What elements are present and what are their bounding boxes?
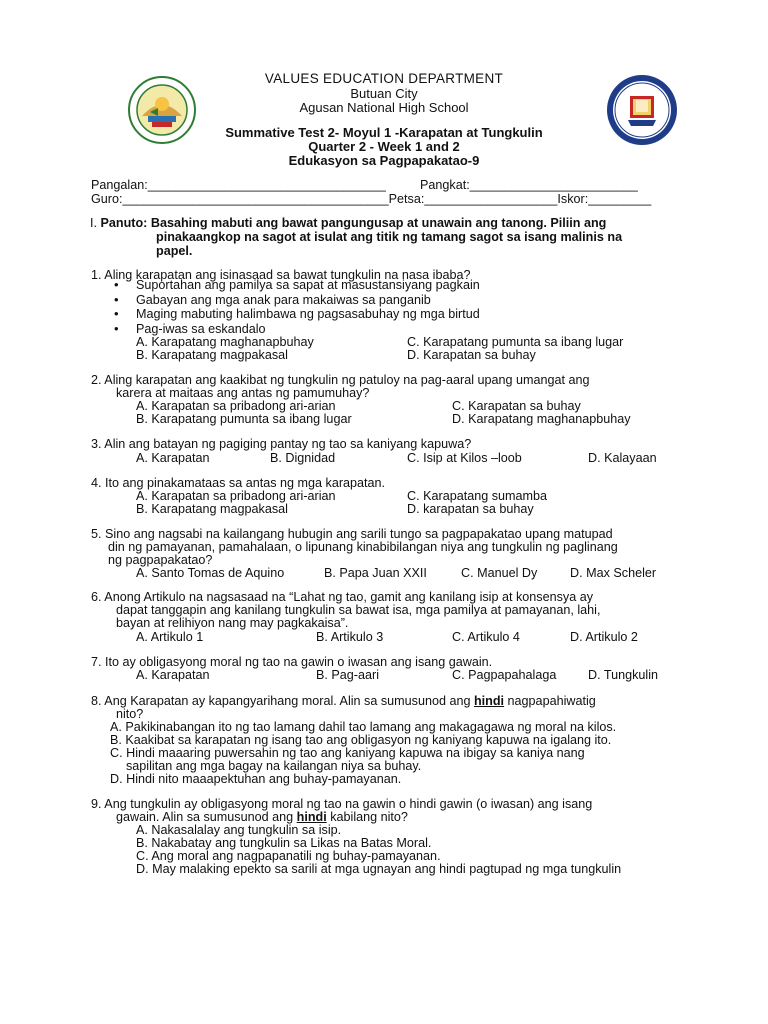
- q6-choice-b: B. Artikulo 3: [316, 630, 384, 644]
- question-6-stem-cont: dapat tanggapin ang kanilang tungkulin sa bawat isa, mga pamilya at pamayanan, lahi,: [116, 603, 601, 617]
- q6-choice-c: C. Artikulo 4: [452, 630, 520, 644]
- q6-choice-d: D. Artikulo 2: [570, 630, 638, 644]
- q4-choice-b: B. Karapatang magpakasal: [136, 502, 288, 516]
- q1-choice-a: A. Karapatang maghanapbuhay: [136, 335, 314, 349]
- question-8-stem: [91, 694, 596, 708]
- q8-stem-post: nagpapahiwatig: [504, 694, 596, 708]
- q8-choice-c-cont: sapilitan ang mga bagay na kailangan niya sa buhay.: [126, 759, 422, 773]
- school-name: Agusan National High School: [299, 100, 469, 115]
- question-5-stem-cont2: ng pagpapakatao?: [108, 553, 213, 567]
- q8-stem-pre: 8. Ang Karapatan ay kapangyarihang moral. Alin sa sumusunod ang: [91, 694, 474, 708]
- department-name: VALUES EDUCATION DEPARTMENT: [264, 71, 504, 86]
- q2-choice-a: A. Karapatan sa pribadong ari-arian: [136, 399, 336, 413]
- q8-choice-b: B. Kaakibat sa karapatan ng isang tao ang obligasyon ng kaniyang kapuwa na igalang ito.: [110, 733, 612, 747]
- q9-choice-b: B. Nakabatay ang tungkulin sa Likas na Batas Moral.: [136, 836, 432, 850]
- q2-choice-c: C. Karapatan sa buhay: [452, 399, 581, 413]
- instructions: [90, 216, 606, 230]
- list-item: • Pag-iwas sa eskandalo: [136, 322, 480, 337]
- q9-stem-post: kabilang nito?: [326, 810, 408, 824]
- instructions-label: Panuto:: [100, 216, 148, 230]
- instructions-line2: pinakaangkop na sagot at isulat ang titik ng tamang sagot sa isang malinis na: [156, 230, 623, 244]
- subject-label: Edukasyon sa Pagpapakatao-9: [288, 153, 480, 168]
- question-5-stem: 5. Sino ang nagsabi na kailangang hubugin ang sarili tungo sa pagpapakatao upang matupad: [91, 527, 613, 541]
- q1-choice-b: B. Karapatang magpakasal: [136, 348, 288, 362]
- q3-choice-a: A. Karapatan: [136, 451, 210, 465]
- question-3-stem: 3. Alin ang batayan ng pagiging pantay ng tao sa kaniyang kapuwa?: [91, 437, 472, 451]
- test-title: Summative Test 2- Moyul 1 -Karapatan at Tungkulin: [225, 125, 543, 140]
- q1-choice-d: D. Karapatan sa buhay: [407, 348, 536, 362]
- question-5-stem-cont: din ng pamayanan, pamahalaan, o lipunang kinabibilangan niya ang tungkulin ng paglinang: [108, 540, 618, 554]
- q5-choice-b: B. Papa Juan XXII: [324, 566, 427, 580]
- section-field[interactable]: Pangkat:________________________: [420, 178, 638, 192]
- question-8-stem-cont: nito?: [116, 707, 144, 721]
- q7-choice-c: C. Pagpapahalaga: [452, 668, 557, 682]
- question-9-stem-cont: [116, 810, 408, 824]
- q9-stem-pre: gawain. Alin sa sumusunod ang: [116, 810, 297, 824]
- q1-choice-c: C. Karapatang pumunta sa ibang lugar: [407, 335, 624, 349]
- q4-choice-a: A. Karapatan sa pribadong ari-arian: [136, 489, 336, 503]
- q2-choice-b: B. Karapatang pumunta sa ibang lugar: [136, 412, 352, 426]
- question-6-stem: 6. Anong Artikulo na nagsasaad na “Lahat ng tao, gamit ang kanilang isip at konsensya ay: [91, 590, 593, 604]
- q9-choice-d: D. May malaking epekto sa sarili at mga ugnayan ang hindi pagtupad ng mga tungkulin: [136, 862, 622, 876]
- q7-choice-a: A. Karapatan: [136, 668, 210, 682]
- teacher-date-score-fields[interactable]: Guro:______________________________________Petsa:___________________Iskor:_________: [91, 192, 652, 206]
- list-item: • Suportahan ang pamilya sa sapat at masustansiyang pagkain: [136, 278, 480, 293]
- question-2-stem-cont: karera at maitaas ang antas ng pamumuhay?: [116, 386, 370, 400]
- q8-choice-d: D. Hindi nito maaapektuhan ang buhay-pamayanan.: [110, 772, 402, 786]
- quarter-label: Quarter 2 - Week 1 and 2: [308, 139, 460, 154]
- q5-choice-c: C. Manuel Dy: [461, 566, 538, 580]
- q3-choice-d: D. Kalayaan: [588, 451, 657, 465]
- q9-choice-a: A. Nakasalalay ang tungkulin sa isip.: [136, 823, 342, 837]
- list-item: • Gabayan ang mga anak para makaiwas sa panganib: [136, 293, 480, 308]
- q8-choice-a: A. Pakikinabangan ito ng tao lamang dahil tao lamang ang makagagawa ng moral na kilos.: [110, 720, 617, 734]
- city-name: Butuan City: [350, 86, 418, 101]
- q8-stem-hindi: hindi: [473, 694, 505, 708]
- q8-choice-c: C. Hindi maaaring puwersahin ng tao ang kaniyang kapuwa na ibigay sa kaniya nang: [110, 746, 585, 760]
- name-field[interactable]: Pangalan:__________________________________: [91, 178, 386, 192]
- q6-choice-a: A. Artikulo 1: [136, 630, 204, 644]
- question-1-duties-list: [136, 278, 480, 336]
- question-2-stem: 2. Aling karapatan ang kaakibat ng tungkulin ng patuloy na pag-aaral upang umangat ang: [91, 373, 590, 387]
- instructions-line3: papel.: [156, 244, 193, 258]
- q4-choice-c: C. Karapatang sumamba: [407, 489, 548, 503]
- q7-choice-b: B. Pag-aari: [316, 668, 379, 682]
- q3-choice-b: B. Dignidad: [270, 451, 336, 465]
- list-item: • Maging mabuting halimbawa ng pagsasabuhay ng mga birtud: [136, 307, 480, 322]
- question-4-stem: 4. Ito ang pinakamataas sa antas ng mga karapatan.: [91, 476, 386, 490]
- q5-choice-a: A. Santo Tomas de Aquino: [136, 566, 285, 580]
- instructions-line1: Basahing mabuti ang bawat pangungusap at unawain ang tanong. Piliin ang: [150, 216, 607, 230]
- question-6-stem-cont2: bayan at relihiyon nang may pagkakaisa”.: [116, 616, 349, 630]
- q9-stem-hindi: hindi: [296, 810, 327, 824]
- q5-choice-d: D. Max Scheler: [570, 566, 657, 580]
- question-1-stem: 1. Aling karapatan ang isinasaad sa bawat tungkulin na nasa ibaba?: [91, 268, 471, 282]
- q7-choice-d: D. Tungkulin: [588, 668, 659, 682]
- q2-choice-d: D. Karapatang maghanapbuhay: [452, 412, 631, 426]
- section-roman: I.: [90, 216, 97, 230]
- q4-choice-d: D. karapatan sa buhay: [407, 502, 534, 516]
- q9-choice-c: C. Ang moral ang nagpapanatili ng buhay-pamayanan.: [136, 849, 441, 863]
- question-7-stem: 7. Ito ay obligasyong moral ng tao na gawin o iwasan ang isang gawain.: [91, 655, 493, 669]
- question-9-stem: 9. Ang tungkulin ay obligasyong moral ng tao na gawin o hindi gawin (o iwasan) ang isang: [91, 797, 593, 811]
- q3-choice-c: C. Isip at Kilos –loob: [407, 451, 522, 465]
